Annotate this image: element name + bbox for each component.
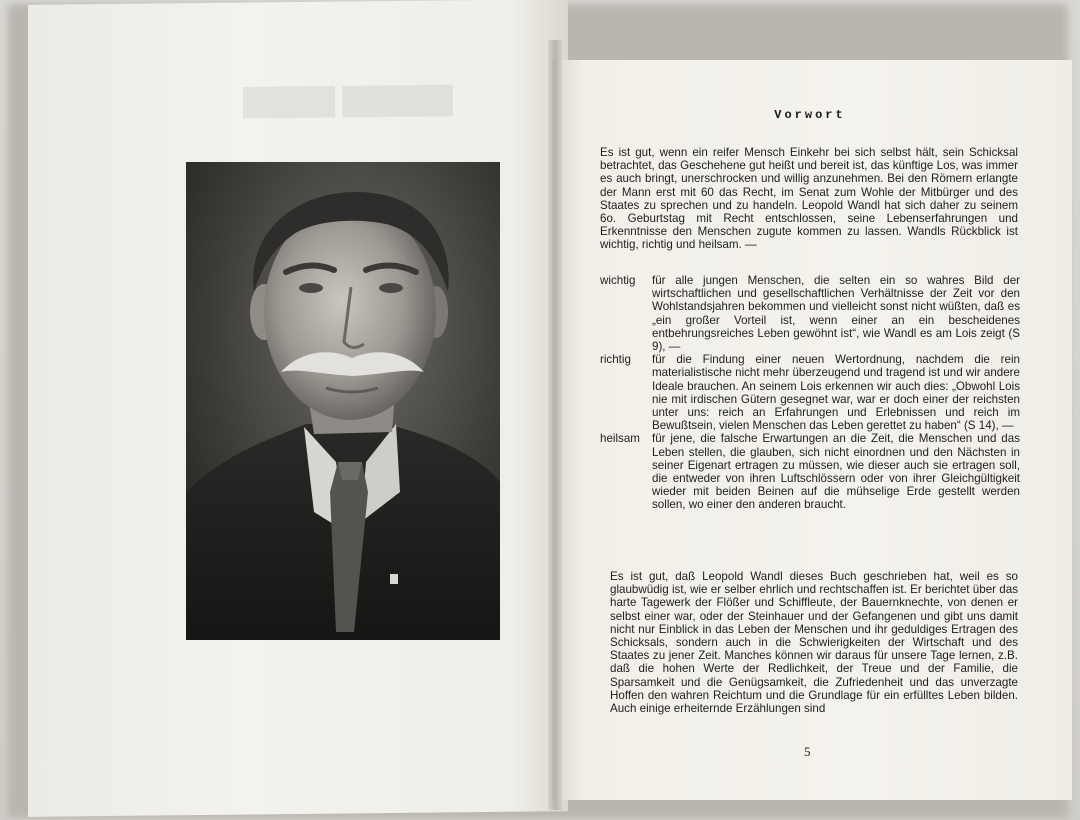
definition-text: für die Findung einer neuen Wertordnung, nachdem die rein materialistische nicht mehr überzeugend und tragend ist und wir andere Ideale brauchen. An seinem Lois erkennen wir auch dies: „Obwohl Lois nie mit irdischen Gütern gesegnet war, war er doch einer der reichsten unter uns: reich an Erfahrungen und Erlebnissen und reich im Bewußtsein, vielen Menschen das Leben gerettet zu haben“ (S 14), — — [652, 353, 1020, 433]
definition-text: für jene, die falsche Erwartungen an die Zeit, die Menschen und das Leben stellen, die glauben, sich nicht einordnen und den Nächsten in seiner Eigenart ertragen zu müssen, wie dieser auch sie ertragen soll, die entweder von ihren Luftschlössern oder von ihrer Gleichgültigkeit wieder mit beiden Beinen auf die mühselige Erde gestellt werden sollen, wo einer den anderen braucht. — [652, 432, 1020, 512]
definition-richtig — [600, 353, 1020, 432]
definition-wichtig — [600, 274, 1020, 353]
closing-paragraph: Es ist gut, daß Leopold Wandl dieses Buch geschrieben hat, weil es so glaubwüdig ist, wie er selber ehrlich und rechtschaffen ist. Er berichtet über das harte Tagewerk der Flößer und Schiffleute, der Bauernknechte, von denen er selbst einer war, oder der Steinhauer und der Gefangenen und gibt uns damit nicht nur Einblick in das Leben der Menschen und ihr geduldiges Ertragen des Schicksals, sondern auch in die Schwierigkeiten der Wirtschaft und des Staates zu jener Zeit. Manches können wir daraus für unsere Tage lernen, z.B. daß die hohen Werte der Redlichkeit, der Treue und der Familie, die Sparsamkeit und die Genügsamkeit, die Zufriedenheit und das unverzagte Hoffen den wahren Reichtum und die Grundlage für ein erfülltes Leben bilden. Auch einige erheiternde Erzählungen sind — [610, 570, 1018, 716]
portrait-photo — [186, 162, 500, 640]
show-through-heading: █████ ██████ — [243, 84, 453, 117]
definition-term: richtig — [600, 353, 631, 367]
page-heading: Vorwort — [774, 108, 846, 122]
definition-heilsam — [600, 432, 1020, 511]
definition-term: wichtig — [600, 274, 636, 287]
definition-text: für alle jungen Menschen, die selten ein so wahres Bild der wirtschaftlichen und gesellschaftlichen Verhältnisse der Zeit vor den Wohlstandsjahren bekommen und vielleicht sonst nicht wüßten, daß es „ein großer Vorteil ist, wenn einer an ein bescheidenes entbehrungsreiches Leben gewöhnt ist“, wie Wandl es am Lois zeigt (S 9), — — [652, 274, 1020, 354]
intro-paragraph: Es ist gut, wenn ein reifer Mensch Einkehr bei sich selbst hält, sein Schicksal betrachtet, das Geschehene gut heißt und bereit ist, das künftige Los, was immer es auch bringt, unerschrocken und willig anzunehmen. Bei den Römern erlangte der Mann erst mit 60 das Recht, im Senat zum Wohle der Mitbürger und des Staates zu sprechen und zu handeln. Leopold Wandl hat sich daher zu seinem 6o. Geburtstag mit Recht entschlossen, seine Lebenserfahrungen und Erkenntnisse den Menschen zugute kommen zu lassen. Wandls Rückblick ist wichtig, richtig und heilsam. — — [600, 146, 1018, 252]
definition-term: heilsam — [600, 432, 640, 446]
definition-list — [600, 274, 1020, 512]
book-gutter — [548, 40, 562, 810]
page-number: 5 — [804, 744, 811, 759]
